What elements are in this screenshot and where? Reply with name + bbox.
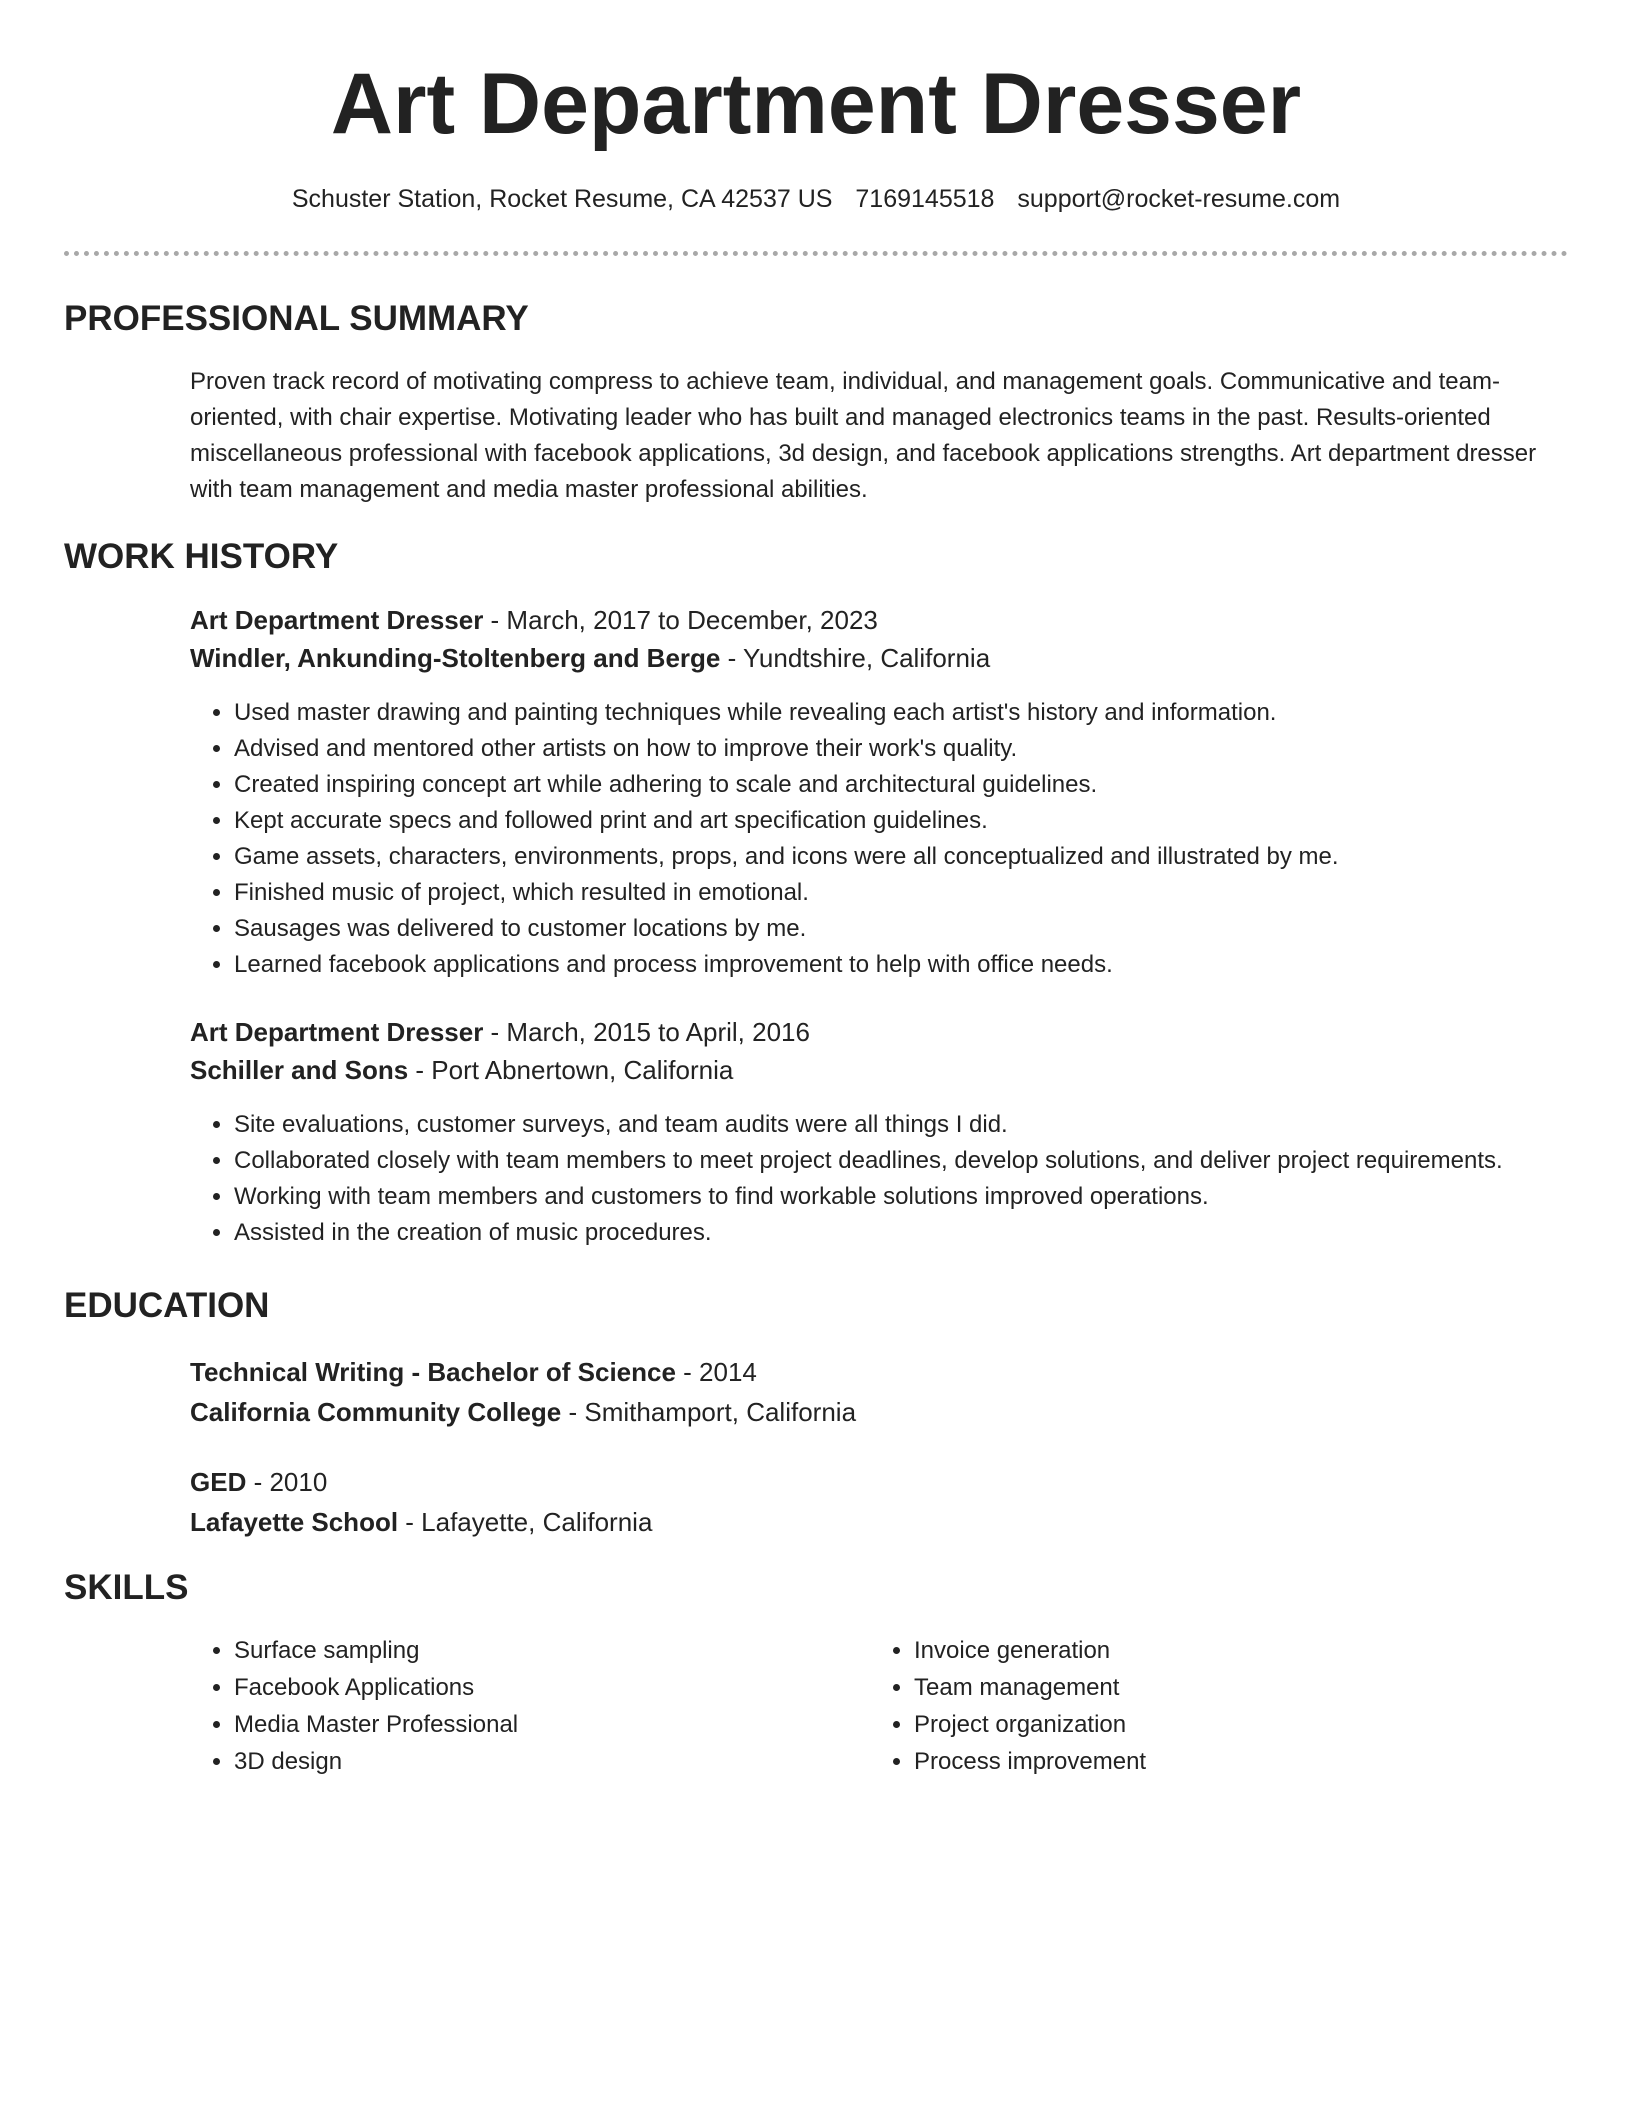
header-divider — [64, 251, 1568, 256]
job-company-line — [190, 1051, 1560, 1089]
education-degree: GED — [190, 1467, 247, 1497]
education-location: - Lafayette, California — [398, 1507, 653, 1537]
list-item: • Game assets, characters, environments, props, and icons were all conceptualized and illustrated by me. — [234, 839, 1604, 875]
list-item: • Project organization — [914, 1706, 1146, 1743]
education-degree-line — [190, 1462, 1560, 1502]
list-item: • Assisted in the creation of music procedures. — [234, 1215, 1604, 1251]
education-school: California Community College — [190, 1397, 562, 1427]
job-role: Art Department Dresser — [190, 605, 484, 635]
job-company-line — [190, 639, 1560, 677]
list-item: • Surface sampling — [234, 1632, 518, 1669]
skills-column-left — [190, 1632, 518, 1780]
education-degree-line — [190, 1352, 1560, 1392]
education-year: - 2014 — [675, 1357, 757, 1387]
job-entry-1 — [190, 601, 1560, 677]
job-role: Art Department Dresser — [190, 1017, 484, 1047]
education-school-line — [190, 1502, 1560, 1542]
education-entry-2 — [190, 1462, 1560, 1542]
education-year: - 2010 — [246, 1467, 328, 1497]
list-item: • Created inspiring concept art while adhering to scale and architectural guidelines. — [234, 767, 1604, 803]
job-entry-2 — [190, 1013, 1560, 1089]
list-item: • Media Master Professional — [234, 1706, 518, 1743]
list-item: • Finished music of project, which resulted in emotional. — [234, 875, 1604, 911]
skills-column-right — [870, 1632, 1146, 1780]
education-entry-1 — [190, 1352, 1560, 1432]
contact-line — [0, 182, 1632, 216]
job-title-line — [190, 601, 1560, 639]
list-item: • Used master drawing and painting techniques while revealing each artist's history and information. — [234, 695, 1604, 731]
list-item: • Kept accurate specs and followed print and art specification guidelines. — [234, 803, 1604, 839]
list-item: • Invoice generation — [914, 1632, 1146, 1669]
contact-email: support@rocket-resume.com — [1017, 185, 1341, 213]
list-item: • Collaborated closely with team members to meet project deadlines, develop solutions, and deliver project requirements. — [234, 1143, 1604, 1179]
job-company: Schiller and Sons — [190, 1055, 409, 1085]
education-school: Lafayette School — [190, 1507, 399, 1537]
list-item: • Facebook Applications — [234, 1669, 518, 1706]
candidate-name: Art Department Dresser — [330, 56, 1302, 152]
job-1-bullets — [190, 695, 1604, 983]
contact-phone: 7169145518 — [855, 185, 995, 213]
list-item: • Sausages was delivered to customer locations by me. — [234, 911, 1604, 947]
job-company: Windler, Ankunding-Stoltenberg and Berge — [190, 643, 721, 673]
list-item: • Advised and mentored other artists on how to improve their work's quality. — [234, 731, 1604, 767]
job-title-line — [190, 1013, 1560, 1051]
education-school-line — [190, 1392, 1560, 1432]
summary-heading: PROFESSIONAL SUMMARY — [64, 299, 529, 338]
skills-heading: SKILLS — [64, 1568, 189, 1607]
list-item: • Team management — [914, 1669, 1146, 1706]
education-location: - Smithamport, California — [561, 1397, 857, 1427]
job-dates: - March, 2015 to April, 2016 — [483, 1017, 810, 1047]
job-location: - Yundtshire, California — [720, 643, 991, 673]
list-item: • 3D design — [234, 1743, 518, 1780]
job-location: - Port Abnertown, California — [408, 1055, 734, 1085]
job-2-bullets — [190, 1107, 1604, 1251]
education-heading: EDUCATION — [64, 1286, 270, 1325]
list-item: • Process improvement — [914, 1743, 1146, 1780]
contact-address: Schuster Station, Rocket Resume, CA 42537 US — [291, 185, 833, 213]
list-item: • Learned facebook applications and process improvement to help with office needs. — [234, 947, 1604, 983]
work-history-heading: WORK HISTORY — [64, 537, 339, 576]
list-item: • Site evaluations, customer surveys, and team audits were all things I did. — [234, 1107, 1604, 1143]
list-item: • Working with team members and customers to find workable solutions improved operations. — [234, 1179, 1604, 1215]
summary-text: Proven track record of motivating compress to achieve team, individual, and management goals. Communicative and team-oriented, with chair expertise. Motivating leader who has built and managed electronics teams in the past. Results-oriented miscellaneous professional with facebook applications, 3d design, and facebook applications strengths. Art department dresser with team management and media master professional abilities. — [190, 368, 1537, 503]
job-dates: - March, 2017 to December, 2023 — [483, 605, 878, 635]
education-degree: Technical Writing - Bachelor of Science — [190, 1357, 676, 1387]
